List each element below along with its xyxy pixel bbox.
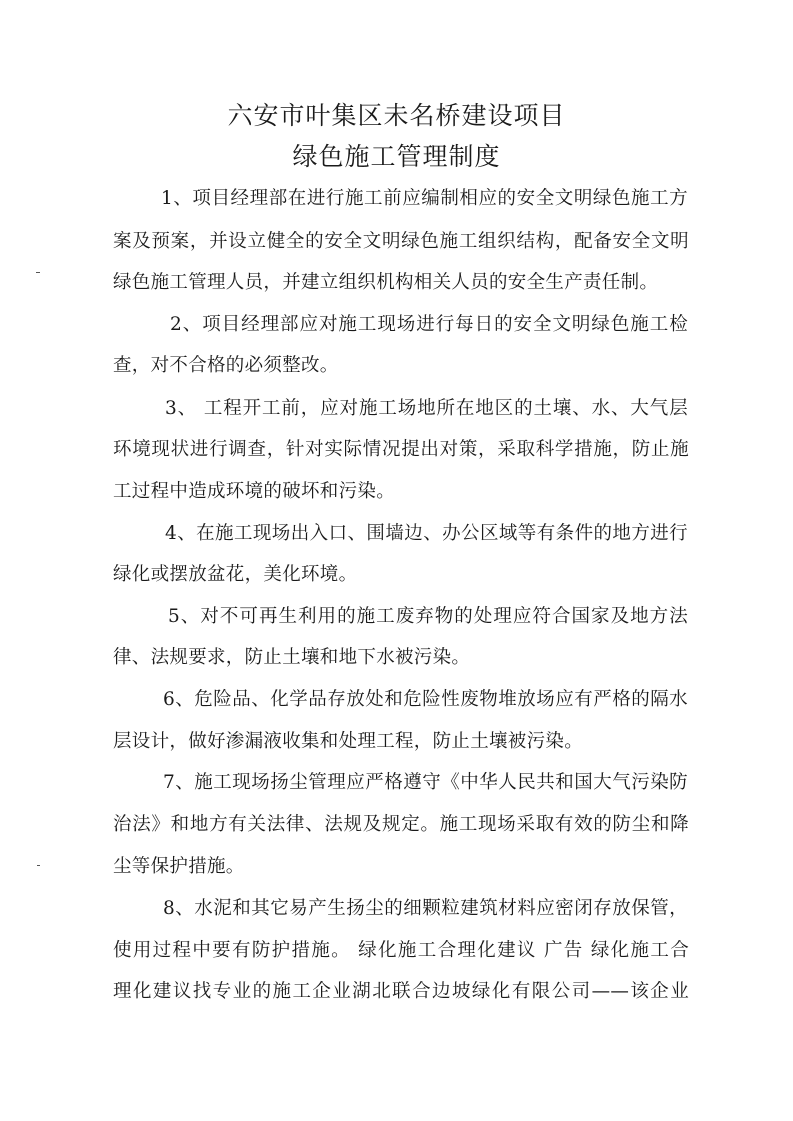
paragraph-line: 绿色施工管理人员，并建立组织机构相关人员的安全生产责任制。 bbox=[113, 272, 659, 293]
paragraph-line: 4、在施工现场出入口、围墙边、办公区域等有条件的地方进行 bbox=[165, 523, 688, 544]
paragraph-line: 理化建议找专业的施工企业湖北联合边坡绿化有限公司——该企业 bbox=[113, 981, 689, 1002]
paragraph-line: 2、项目经理部应对施工现场进行每日的安全文明绿色施工检 bbox=[170, 314, 688, 335]
paragraph-line: 绿化或摆放盆花，美化环境。 bbox=[113, 564, 358, 585]
paragraph-line: 8、水泥和其它易产生扬尘的细颗粒建筑材料应密闭存放保管， bbox=[163, 898, 688, 919]
paragraph-line: 层设计，做好渗漏液收集和处理工程，防止土壤被污染。 bbox=[113, 731, 584, 752]
paragraph-line: 尘等保护措施。 bbox=[113, 856, 245, 877]
paragraph-line: 工过程中造成环境的破坏和污染。 bbox=[113, 481, 396, 502]
paragraph-line: 1、项目经理部在进行施工前应编制相应的安全文明绿色施工方 bbox=[161, 188, 688, 209]
paragraph-line: 7、施工现场扬尘管理应严格遵守《中华人民共和国大气污染防 bbox=[163, 772, 688, 793]
paragraph-line: 5、对不可再生利用的施工废弃物的处理应符合国家及地方法 bbox=[168, 606, 688, 627]
paragraph-line: 查，对不合格的必须整改。 bbox=[113, 355, 339, 376]
paragraph-line: 环境现状进行调查，针对实际情况提出对策，采取科学措施，防止施 bbox=[113, 439, 689, 460]
paragraph-line: 6、危险品、化学品存放处和危险性废物堆放场应有严格的隔水 bbox=[163, 689, 688, 710]
paragraph-line: 使用过程中要有防护措施。 绿化施工合理化建议 广告 绿化施工合 bbox=[113, 940, 689, 961]
document-subtitle: 绿色施工管理制度 bbox=[292, 142, 501, 171]
paragraph-line: 案及预案，并设立健全的安全文明绿色施工组织结构，配备安全文明 bbox=[113, 231, 689, 252]
paragraph-line: 3、 工程开工前，应对施工场地所在地区的土壤、水、大气层 bbox=[165, 398, 688, 419]
document-title: 六安市叶集区未名桥建设项目 bbox=[227, 101, 566, 130]
scan-speck bbox=[37, 865, 40, 866]
paragraph-line: 律、法规要求，防止土壤和地下水被污染。 bbox=[113, 647, 471, 668]
scan-speck bbox=[36, 272, 40, 273]
paragraph-line: 治法》和地方有关法律、法规及规定。施工现场采取有效的防尘和降 bbox=[113, 814, 689, 835]
